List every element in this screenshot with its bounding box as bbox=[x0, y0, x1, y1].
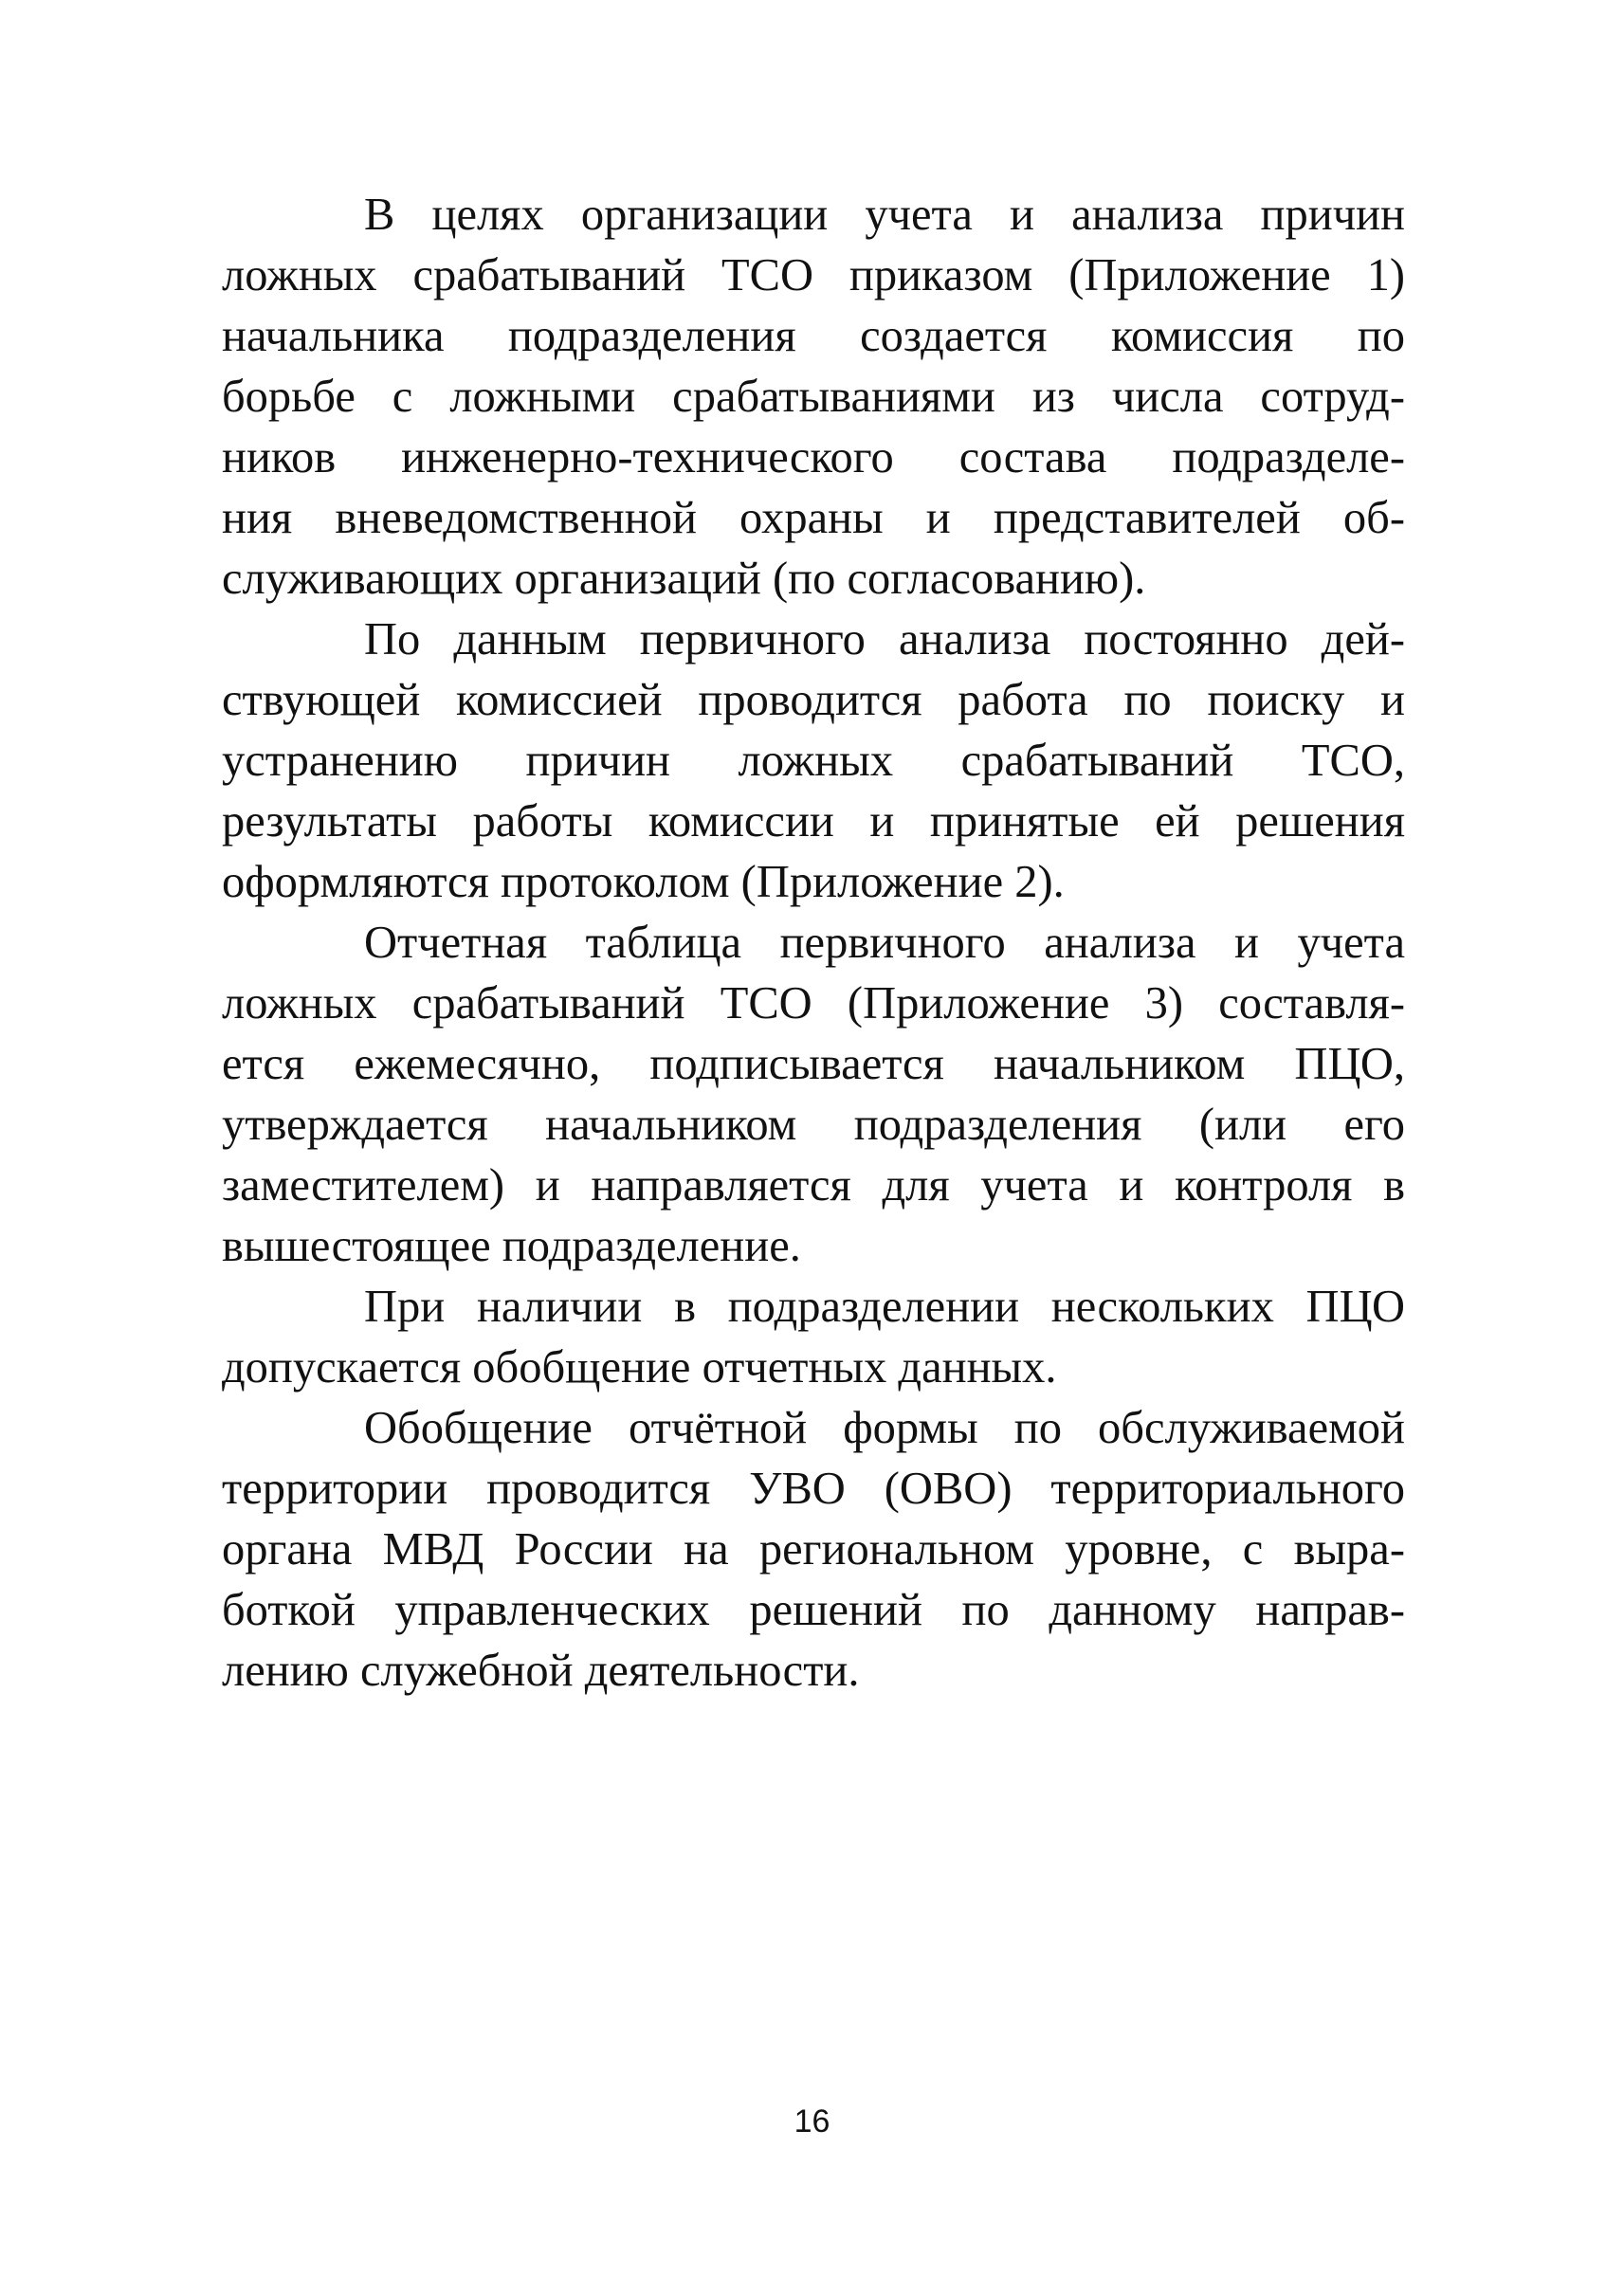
paragraph-2 bbox=[222, 610, 1405, 913]
paragraph-5 bbox=[222, 1398, 1405, 1702]
text-line: ния вневедомственной охраны и представителей об- bbox=[222, 493, 1405, 543]
page-body bbox=[222, 185, 1405, 1702]
paragraph-4 bbox=[222, 1277, 1405, 1398]
text-line: борьбе с ложными срабатываниями из числа сотруд- bbox=[222, 372, 1405, 422]
text-line: заместителем) и направляется для учета и контроля в bbox=[222, 1160, 1405, 1211]
text-line: Обобщение отчётной формы по обслуживаемой bbox=[364, 1403, 1405, 1453]
text-line: начальника подразделения создается комиссия по bbox=[222, 311, 1405, 361]
text-line: территории проводится УВО (ОВО) территориального bbox=[222, 1464, 1405, 1514]
text-line: допускается обобщение отчетных данных. bbox=[222, 1342, 1057, 1393]
paragraph-3 bbox=[222, 913, 1405, 1277]
text-line: ложных срабатываний ТСО приказом (Приложение 1) bbox=[222, 250, 1405, 300]
text-line: ложных срабатываний ТСО (Приложение 3) составля- bbox=[222, 978, 1405, 1029]
text-line: вышестоящее подразделение. bbox=[222, 1221, 801, 1271]
text-line: По данным первичного анализа постоянно дей- bbox=[364, 614, 1405, 665]
text-line: лению служебной деятельности. bbox=[222, 1646, 860, 1696]
text-line: оформляются протоколом (Приложение 2). bbox=[222, 857, 1065, 907]
text-line: В целях организации учета и анализа причин bbox=[364, 190, 1405, 240]
text-line: боткой управленческих решений по данному направ- bbox=[222, 1585, 1405, 1635]
text-line: служивающих организаций (по согласованию). bbox=[222, 554, 1146, 604]
text-line: устранению причин ложных срабатываний ТСО, bbox=[222, 736, 1405, 786]
text-line: ников инженерно-технического состава подразделе- bbox=[222, 432, 1405, 482]
text-line: ется ежемесячно, подписывается начальником ПЦО, bbox=[222, 1039, 1405, 1089]
text-line: Отчетная таблица первичного анализа и учета bbox=[364, 918, 1405, 968]
page-number: 16 bbox=[794, 2103, 830, 2139]
paragraph-1 bbox=[222, 185, 1405, 610]
text-line: ствующей комиссией проводится работа по поиску и bbox=[222, 675, 1405, 725]
text-line: органа МВД России на региональном уровне, с выра- bbox=[222, 1524, 1405, 1575]
text-line: утверждается начальником подразделения (или его bbox=[222, 1100, 1405, 1150]
text-line: При наличии в подразделении нескольких ПЦО bbox=[364, 1282, 1405, 1332]
text-line: результаты работы комиссии и принятые ей решения bbox=[222, 796, 1405, 847]
